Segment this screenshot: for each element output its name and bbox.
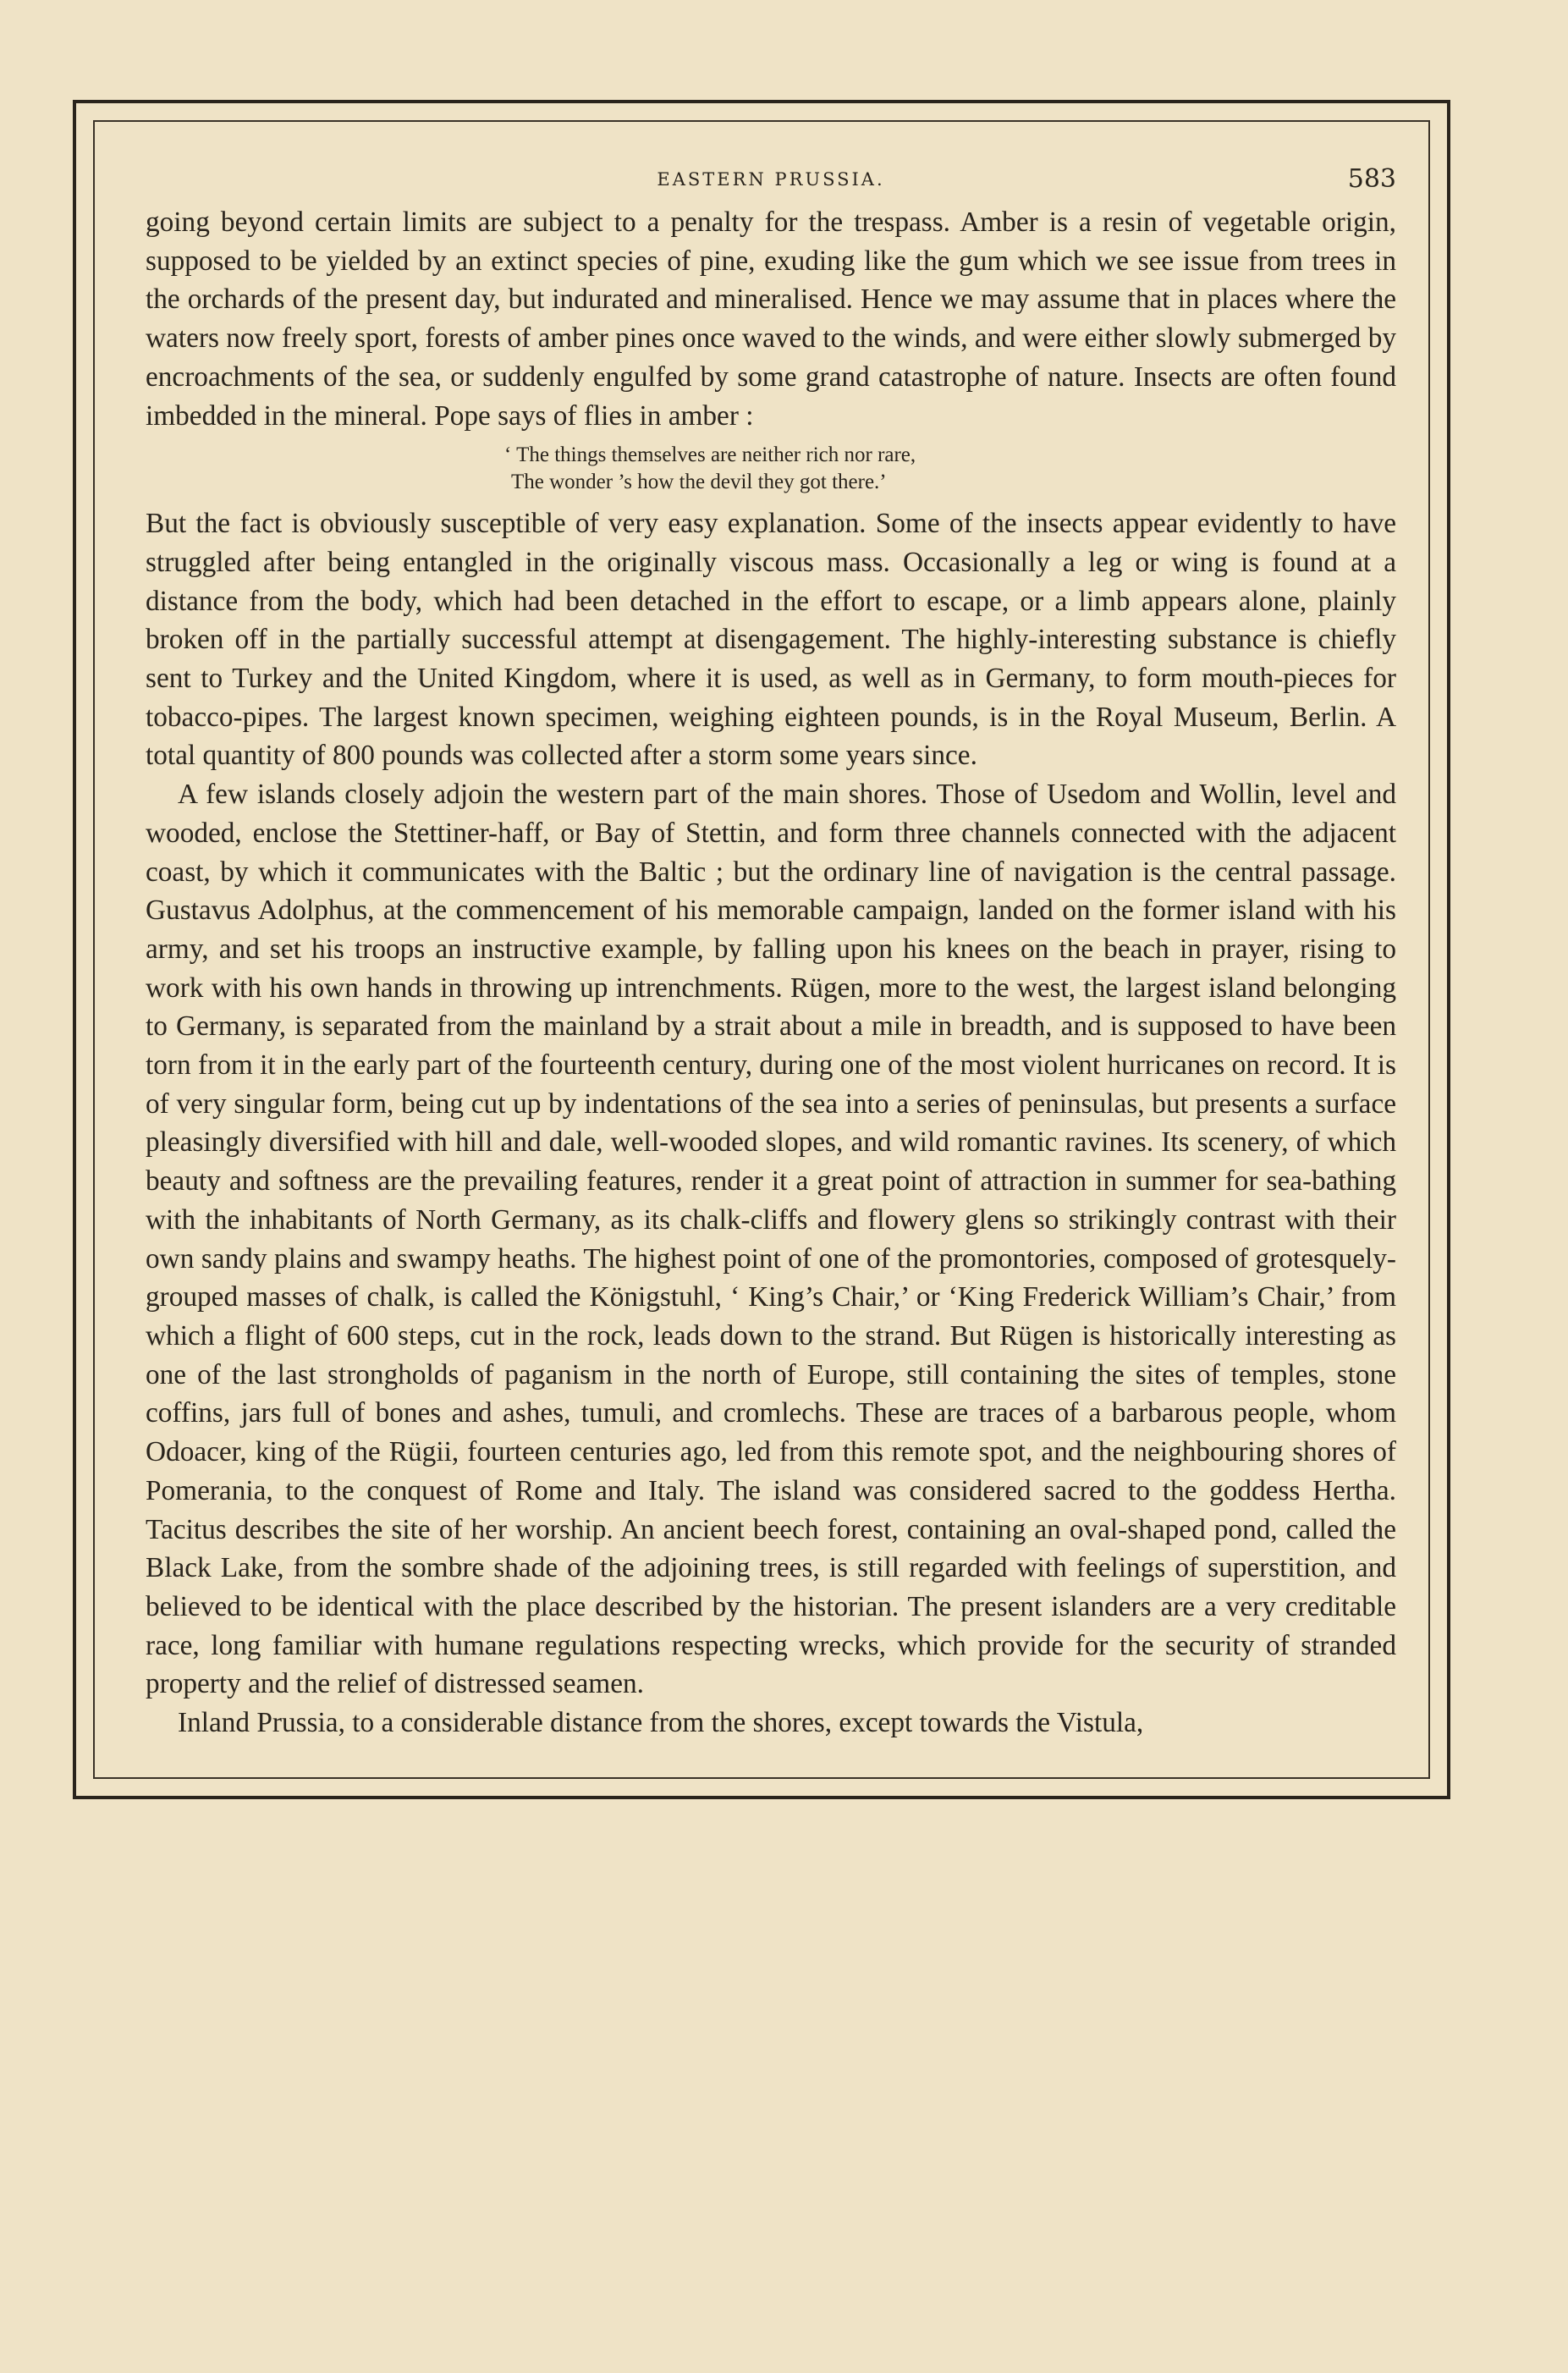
running-header [146,161,1396,203]
quote-line-1: ‘ The things themselves are neither rich nor rare, [504,443,916,467]
paragraph-inland-prussia: Inland Prussia, to a considerable distance from the shores, except towards the Vistula, [178,1707,1144,1739]
running-title: EASTERN PRUSSIA. [657,169,885,190]
page-number: 583 [1347,164,1396,194]
page-content [146,161,1396,1752]
paragraph-islands: A few islands closely adjoin the western part of the main shores. Those of Usedom and Wollin, level and wooded, enclose the Stettiner-haff, or Bay of Stettin, and form three channels connected with the adjacent coast, by which it communicates with the Baltic ; but the ordinary line of navigation is the central passage. Gustavus Adolphus, at the commencement of his memorable campaign, landed on the former island with his army, and set his troops an instructive example, by falling upon his knees on the beach in prayer, rising to work with his own hands in throwing up intrenchments. Rügen, more to the west, the largest island belonging to Germany, is separated from the mainland by a strait about a mile in breadth, and is supposed to have been torn from it in the early part of the fourteenth century, during one of the most violent hurricanes on record. It is of very singular form, being cut up by indentations of the sea into a series of peninsulas, but presents a surface pleasingly diversified with hill and dale, well-wooded slopes, and wild romantic ravines. Its scenery, of which beauty and softness are the prevailing features, render it a great point of attraction in summer for sea-bathing with the inhabitants of North Germany, as its chalk-cliffs and flowery glens so strikingly contrast with their own sandy plains and swampy heaths. The highest point of one of the promontories, composed of grotesquely-grouped masses of chalk, is called the Königstuhl, ‘ King’s Chair,’ or ‘King Frederick William’s Chair,’ from which a flight of 600 steps, cut in the rock, leads down to the strand. But Rügen is historically interesting as one of the last strongholds of paganism in the north of Europe, still containing the sites of temples, stone coffins, jars full of bones and ashes, tumuli, and cromlechs. These are traces of a barbarous people, whom Odoacer, king of the Rügii, fourteen centuries ago, led from this remote spot, and the neighbouring shores of Pomerania, to the conquest of Rome and Italy. The island was considered sacred to the goddess Hertha. Tacitus describes the site of her worship. An ancient beech forest, containing an oval-shaped pond, called the Black Lake, from the sombre shade of the adjoining trees, is still regarded with feelings of superstition, and believed to be identical with the place described by the historian. The present islanders are a very creditable race, long familiar with humane regulations respecting wrecks, which provide for the security of stranded property and the relief of distressed seamen. [146,779,1396,1700]
paragraph-amber: going beyond certain limits are subject to a penalty for the trespass. Amber is a resin of vegetable origin, supposed to be yielded by an extinct species of pine, exuding like the gum which we see issue from trees in the orchards of the present day, but indurated and mineralised. Hence we may assume that in places where the waters now freely sport, forests of amber pines once waved to the winds, and were either slowly submerged by encroachments of the sea, or suddenly engulfed by some grand catastrophe of nature. Insects are often found imbedded in the mineral. Pope says of flies in amber : [146,206,1396,432]
pope-quotation [146,442,1396,496]
paragraph-insects: But the fact is obviously susceptible of very easy explanation. Some of the insects appear evidently to have struggled after being entangled in the originally viscous mass. Occasionally a leg or wing is found at a distance from the body, which had been detached in the effort to escape, or a limb appears alone, plainly broken off in the partially successful attempt at disengagement. The highly-interesting substance is chiefly sent to Turkey and the United Kingdom, where it is used, as well as in Germany, to form mouth-pieces for tobacco-pipes. The largest known specimen, weighing eighteen pounds, is in the Royal Museum, Berlin. A total quantity of 800 pounds was collected after a storm some years since. [146,508,1396,772]
quote-line-2: The wonder ’s how the devil they got there.’ [511,471,887,494]
